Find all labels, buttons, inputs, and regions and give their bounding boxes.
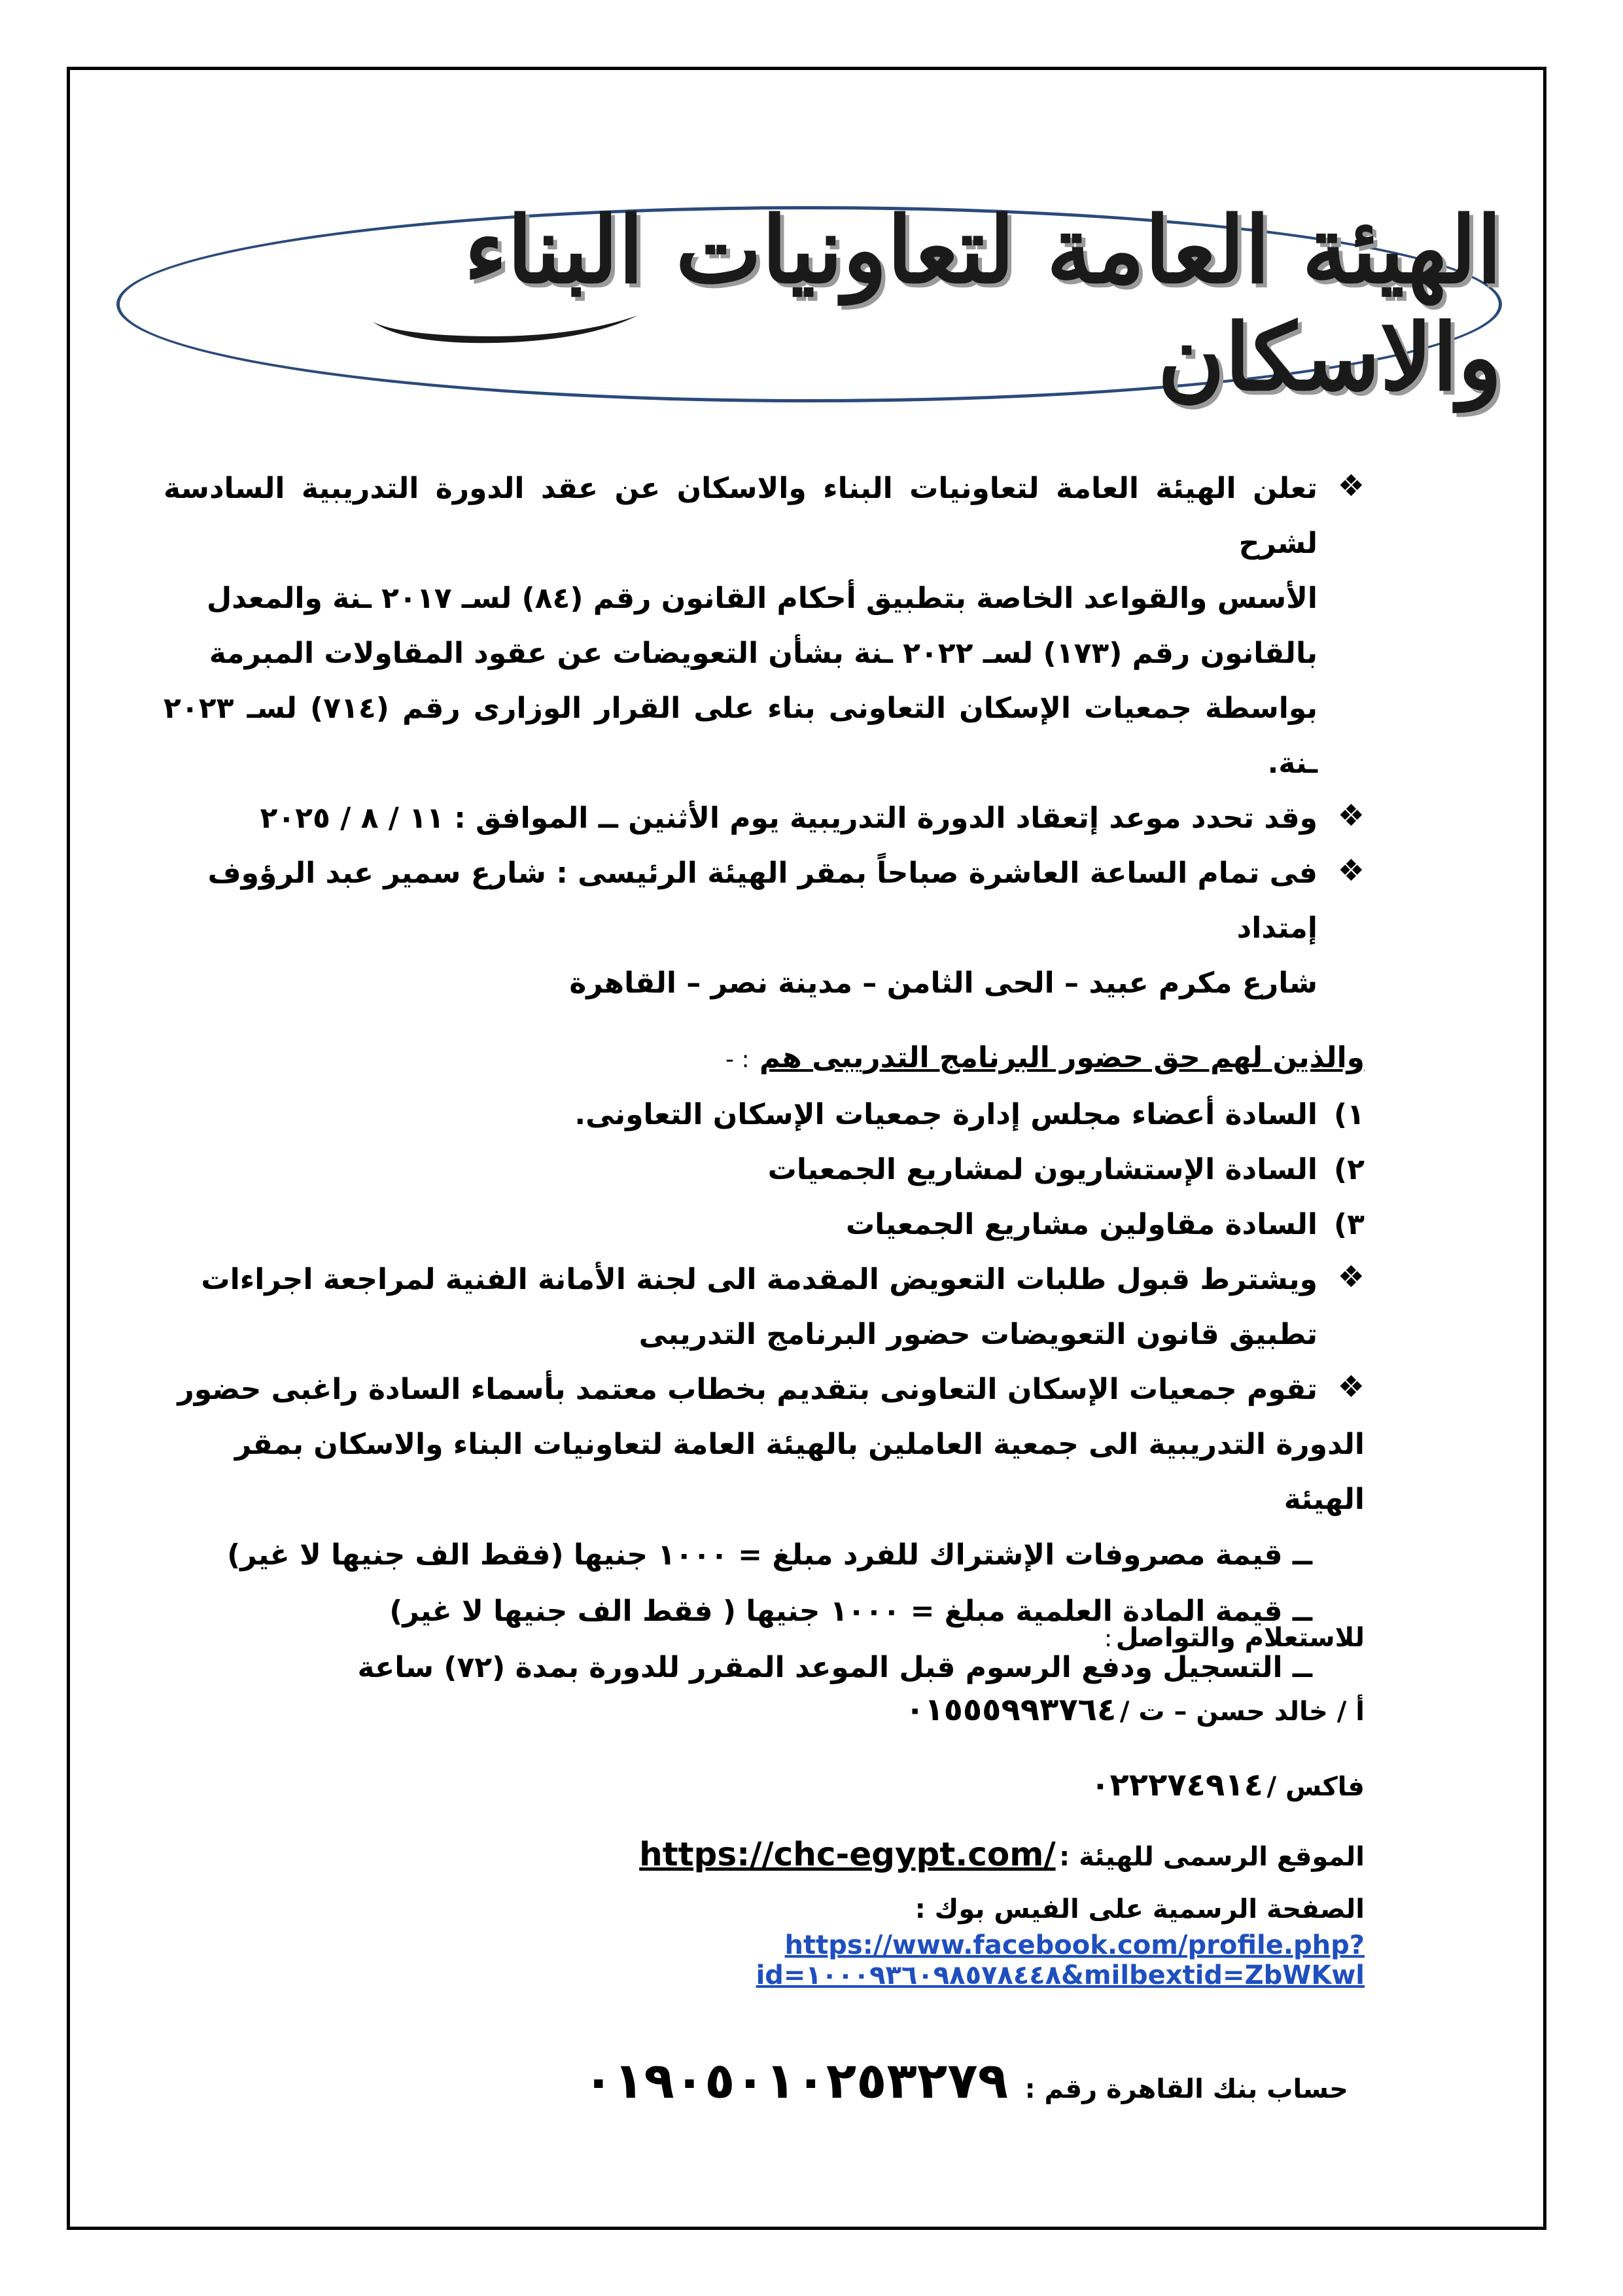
list-item: ٣) السادة مقاولين مشاريع الجمعيات [845,1208,1365,1241]
bullet-location: ❖ فى تمام الساعة العاشرة صباحاً بمقر الهيئة الرئيسى : شارع سمير عبد الرؤوف إمتداد شارع مكرم عبيد – الحى الثامن – مدينة نصر – القاهرة [207,853,1365,1000]
contact-fax-row: فاكس / ٠٢٢٢٧٤٩١٤ [1091,1767,1365,1803]
fee-line: ــ قيمة مصروفات الإشتراك للفرد مبلغ = ١٠٠٠ جنيها (فقط الف جنيها لا غير) [227,1538,1312,1572]
bullet-registration: ❖ تقوم جمعيات الإسكان التعاونى بتقديم بخطاب معتمد بأسماء السادة راغبى حضور [177,1369,1365,1406]
fee-line: ــ التسجيل ودفع الرسوم قبل الموعد المقرر للدورة بمدة (٧٢) ساعة [357,1651,1312,1684]
diamond-bullet-icon: ❖ [1337,468,1365,503]
contact-phone-row: أ / خالد حسن – ت / ٠١٥٥٥٩٩٣٧٦٤ [905,1691,1365,1728]
diamond-bullet-icon: ❖ [1337,1369,1365,1404]
diamond-bullet-icon: ❖ [1337,853,1365,888]
list-item: ١) السادة أعضاء مجلس إدارة جمعيات الإسكان التعاونى. [574,1098,1365,1131]
diamond-bullet-icon: ❖ [1337,1259,1365,1294]
bullet-conditions: ❖ ويشترط قبول طلبات التعويض المقدمة الى لجنة الأمانة الفنية لمراجعة اجراءات تطبيق قانون التعويضات حضور البرنامج التدريبى [201,1259,1365,1351]
fees-list [164,1527,1365,1696]
contact-website-row: الموقع الرسمى للهيئة : https://chc-egypt.com/ [639,1835,1365,1873]
phone-number[interactable]: ٠١٥٥٥٩٩٣٧٦٤ [905,1691,1117,1728]
announcement-body [164,461,1365,1696]
fee-line: ــ قيمة المادة العلمية مبلغ = ١٠٠٠ جنيها ( فقط الف جنيها لا غير) [389,1595,1312,1628]
bank-account-number: ٠١٩٠٥٠١٠٢٥٣٢٧٩ [583,2051,1009,2110]
fax-number: ٠٢٢٢٧٤٩١٤ [1091,1767,1263,1803]
list-item: ٢) السادة الإستشاريون لمشاريع الجمعيات [767,1153,1365,1186]
page-title: الهيئة العامة لتعاونيات البناء والاسكان [464,197,1502,412]
bullet-announcement: ❖ تعلن الهيئة العامة لتعاونيات البناء والاسكان عن عقد الدورة التدريبية السادسة لشرح الأسس والقواعد الخاصة بتطبيق أحكام القانون رقم (٨٤) لسـ ٢٠١٧ ـنة والمعدل بالقانون رقم (١٧٣) لسـ ٢٠٢٢ ـنة بشأن التعويضات عن عقود المقاولات المبرمة بواسطة جمعيات الإسكان التعاونى بناء على القرار الوزارى رقم (٧١٤) لسـ ٢٠٢٣ ـنة. [164,468,1365,780]
diamond-bullet-icon: ❖ [1337,798,1365,833]
website-link[interactable]: https://chc-egypt.com/ [639,1835,1056,1873]
contact-heading: للاستعلام والتواصل : [1104,1623,1365,1653]
bank-account-row: حساب بنك القاهرة رقم : ٠١٩٠٥٠١٠٢٥٣٢٧٩ [583,2051,1348,2110]
facebook-link[interactable]: https://www.facebook.com/profile.php?id=١٠٠٠٩٣٦٠٩٨٥٧٨٤٤٨&milbextid=ZbWKwl [756,1930,1365,1990]
title-swash-decoration [366,302,641,348]
contact-facebook-label: الصفحة الرسمية على الفيس بوك : [915,1894,1365,1924]
bullet-date: ❖ وقد تحدد موعد إتعقاد الدورة التدريبية يوم الأثنين ــ الموافق : ١١ / ٨ / ٢٠٢٥ [260,798,1365,835]
attendees-heading: والذين لهم حق حضور البرنامج التدريبى هم : - [725,1041,1365,1074]
registration-continued: الدورة التدريبية الى جمعية العاملين بالهيئة العامة لتعاونيات البناء والاسكان بمقر الهيئة [234,1428,1365,1516]
